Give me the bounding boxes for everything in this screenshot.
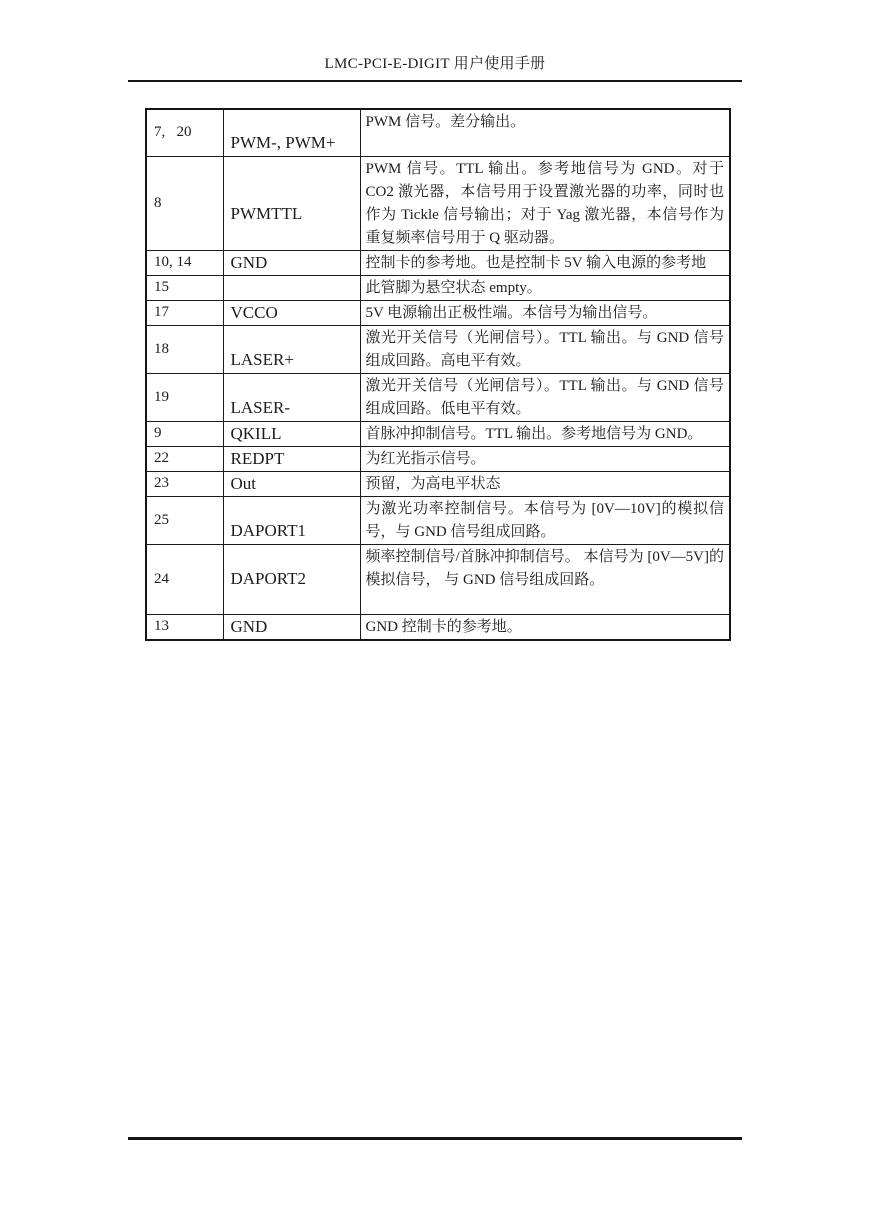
description-cell: GND 控制卡的参考地。 (360, 614, 730, 640)
pin-description-table (145, 108, 731, 641)
description-cell: 首脉冲抑制信号。TTL 输出。参考地信号为 GND。 (360, 421, 730, 446)
description-cell: 5V 电源输出正极性端。本信号为输出信号。 (360, 300, 730, 325)
signal-cell: VCCO (223, 300, 360, 325)
signal-cell: LASER- (223, 373, 360, 421)
description-cell: 此管脚为悬空状态 empty。 (360, 275, 730, 300)
description-cell: 频率控制信号/首脉冲抑制信号。 本信号为 [0V—5V]的模拟信号， 与 GND 信号组成回路。 (360, 544, 730, 614)
table-row (146, 471, 730, 496)
table-row (146, 496, 730, 544)
description-cell: PWM 信号。差分输出。 (360, 109, 730, 156)
description-cell: 激光开关信号（光闸信号）。TTL 输出。与 GND 信号组成回路。高电平有效。 (360, 325, 730, 373)
description-cell: 为激光功率控制信号。本信号为 [0V—10V]的模拟信号，与 GND 信号组成回路。 (360, 496, 730, 544)
pin-cell: 23 (146, 471, 223, 496)
table-row (146, 325, 730, 373)
description-cell: 为红光指示信号。 (360, 446, 730, 471)
table-row (146, 300, 730, 325)
pin-cell: 10, 14 (146, 250, 223, 275)
pin-cell: 7, 20 (146, 109, 223, 156)
description-cell: 控制卡的参考地。也是控制卡 5V 输入电源的参考地 (360, 250, 730, 275)
pin-cell: 9 (146, 421, 223, 446)
signal-cell (223, 275, 360, 300)
signal-cell: GND (223, 250, 360, 275)
table-row (146, 250, 730, 275)
pin-cell: 25 (146, 496, 223, 544)
pin-cell: 18 (146, 325, 223, 373)
description-cell: 预留，为高电平状态 (360, 471, 730, 496)
pin-cell: 19 (146, 373, 223, 421)
table-row (146, 156, 730, 250)
pin-cell: 17 (146, 300, 223, 325)
header-rule (128, 80, 742, 82)
signal-cell: QKILL (223, 421, 360, 446)
signal-cell: REDPT (223, 446, 360, 471)
pin-cell: 8 (146, 156, 223, 250)
footer-rule (128, 1137, 742, 1140)
signal-cell: LASER+ (223, 325, 360, 373)
page-header-title: LMC-PCI-E-DIGIT 用户使用手册 (324, 56, 546, 72)
pin-cell: 13 (146, 614, 223, 640)
signal-cell: GND (223, 614, 360, 640)
signal-cell: PWMTTL (223, 156, 360, 250)
signal-cell: DAPORT1 (223, 496, 360, 544)
table-row (146, 421, 730, 446)
pin-cell: 22 (146, 446, 223, 471)
pin-cell: 24 (146, 544, 223, 614)
signal-cell: PWM-, PWM+ (223, 109, 360, 156)
table-row (146, 614, 730, 640)
description-cell: PWM 信号。TTL 输出。参考地信号为 GND。对于 CO2 激光器，本信号用于设置激光器的功率，同时也作为 Tickle 信号输出；对于 Yag 激光器，本信号作为重复频率信号用于 Q 驱动器。 (360, 156, 730, 250)
table-row (146, 446, 730, 471)
table-row (146, 275, 730, 300)
table-row (146, 544, 730, 614)
pin-cell: 15 (146, 275, 223, 300)
description-cell: 激光开关信号（光闸信号）。TTL 输出。与 GND 信号组成回路。低电平有效。 (360, 373, 730, 421)
table-row (146, 373, 730, 421)
table-row (146, 109, 730, 156)
signal-cell: Out (223, 471, 360, 496)
signal-cell: DAPORT2 (223, 544, 360, 614)
